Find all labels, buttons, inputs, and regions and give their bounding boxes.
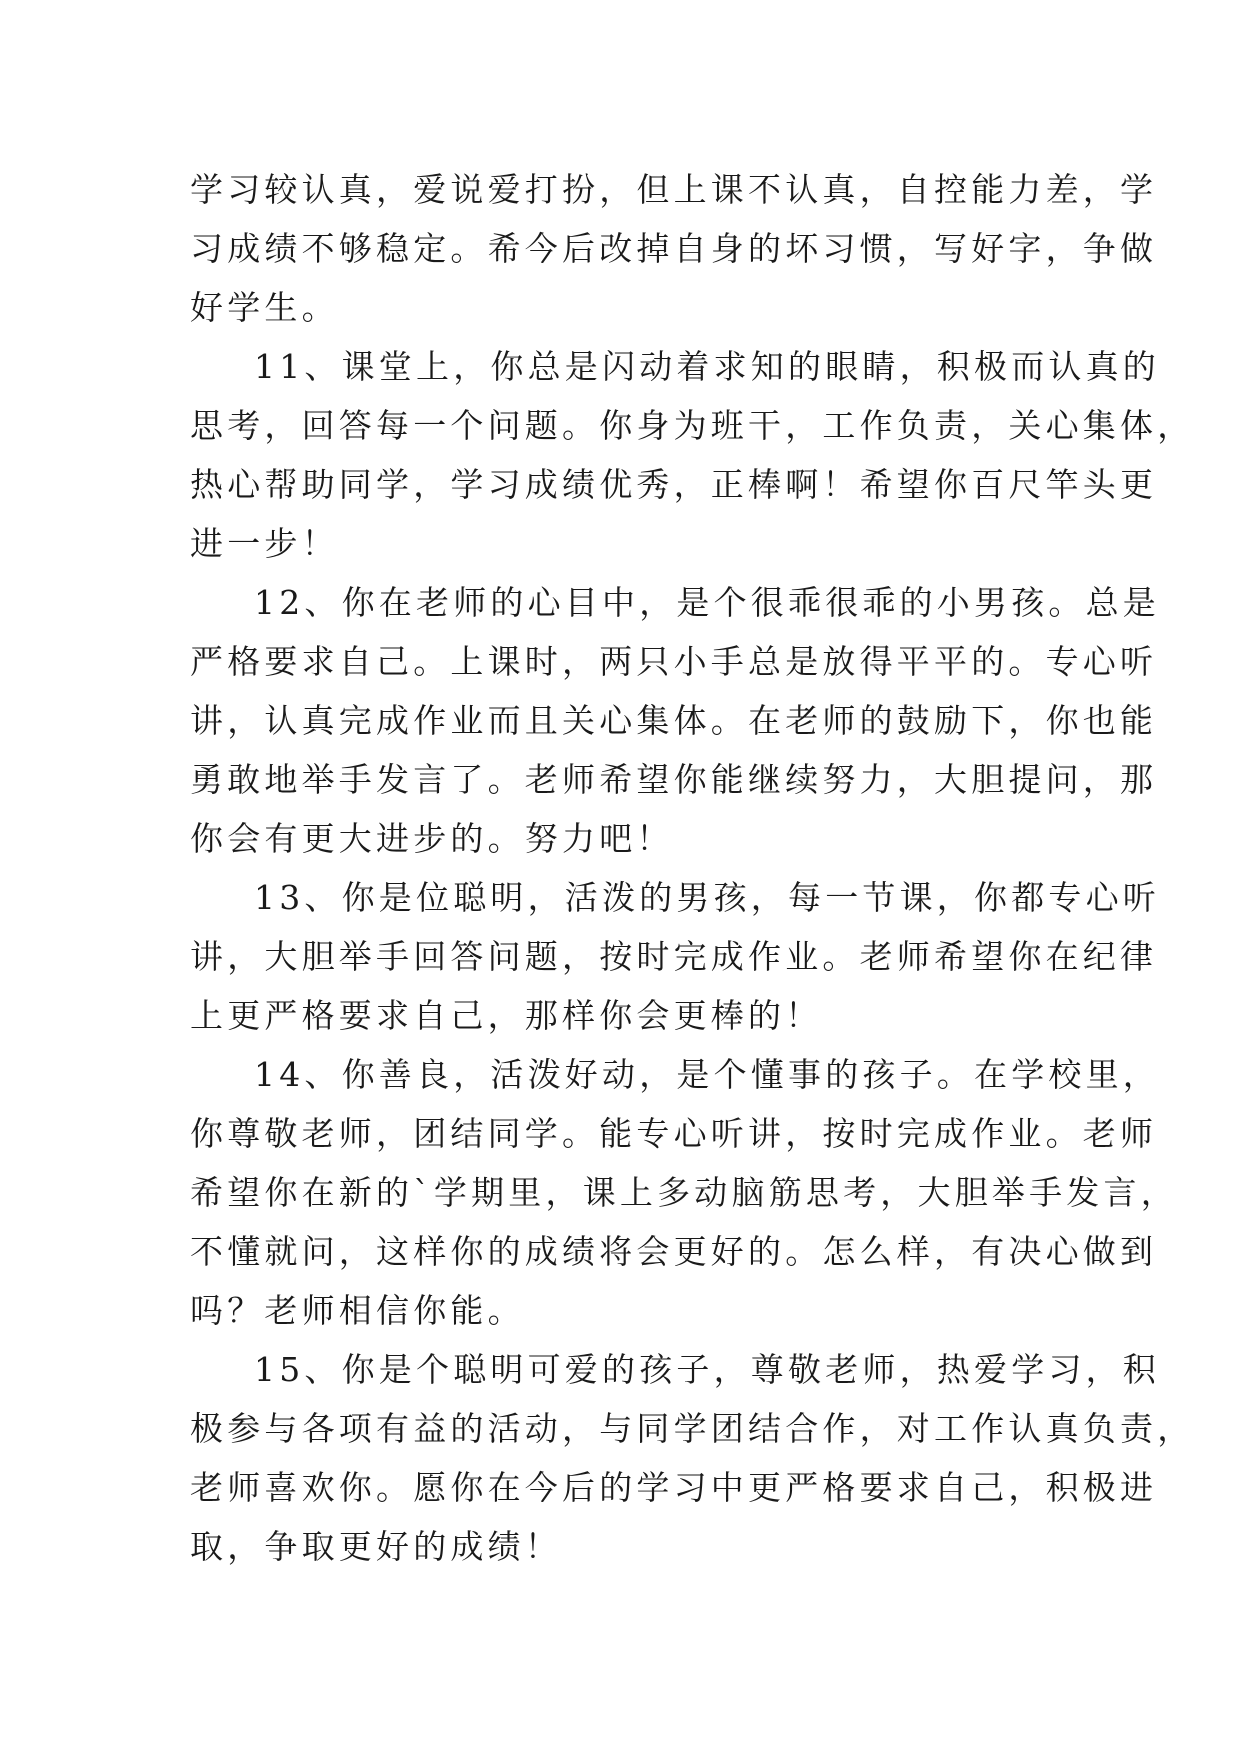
document-body — [190, 160, 1195, 1576]
text-line: 勇敢地举手发言了。老师希望你能继续努力，大胆提问，那 — [190, 760, 1158, 799]
text-line: 好学生。 — [190, 288, 339, 327]
text-line: 你会有更大进步的。努力吧！ — [190, 819, 674, 858]
text-line: 你尊敬老师，团结同学。能专心听讲，按时完成作业。老师 — [190, 1114, 1158, 1153]
text-line: 15、你是个聪明可爱的孩子，尊敬老师，热爱学习，积 — [254, 1350, 1160, 1389]
text-line: 进一步！ — [190, 524, 339, 563]
text-line: 希望你在新的`学期里，课上多动脑筋思考，大胆举手发言， — [190, 1173, 1178, 1212]
paragraph-13 — [190, 868, 1160, 1045]
text-line: 吗？老师相信你能。 — [190, 1291, 525, 1330]
text-line: 14、你善良，活泼好动，是个懂事的孩子。在学校里， — [254, 1055, 1160, 1094]
text-line: 13、你是位聪明，活泼的男孩，每一节课，你都专心听 — [254, 878, 1160, 917]
text-line: 习成绩不够稳定。希今后改掉自身的坏习惯，写好字，争做 — [190, 229, 1158, 268]
text-line: 严格要求自己。上课时，两只小手总是放得平平的。专心听 — [190, 642, 1158, 681]
text-line: 讲，大胆举手回答问题，按时完成作业。老师希望你在纪律 — [190, 937, 1158, 976]
paragraph-11 — [190, 337, 1195, 573]
paragraph-10-continued — [190, 160, 1158, 337]
text-line: 极参与各项有益的活动，与同学团结合作，对工作认真负责， — [190, 1409, 1195, 1448]
text-line: 学习较认真，爱说爱打扮，但上课不认真，自控能力差，学 — [190, 170, 1158, 209]
text-line: 老师喜欢你。愿你在今后的学习中更严格要求自己，积极进 — [190, 1468, 1158, 1507]
paragraph-15 — [190, 1340, 1195, 1576]
text-line: 讲，认真完成作业而且关心集体。在老师的鼓励下，你也能 — [190, 701, 1158, 740]
text-line: 上更严格要求自己，那样你会更棒的！ — [190, 996, 823, 1035]
text-line: 热心帮助同学，学习成绩优秀，正棒啊！希望你百尺竿头更 — [190, 465, 1158, 504]
text-line: 11、课堂上，你总是闪动着求知的眼睛，积极而认真的 — [254, 347, 1160, 386]
paragraph-12 — [190, 573, 1160, 868]
text-line: 12、你在老师的心目中，是个很乖很乖的小男孩。总是 — [254, 583, 1160, 622]
paragraph-14 — [190, 1045, 1178, 1340]
text-line: 思考，回答每一个问题。你身为班干，工作负责，关心集体， — [190, 406, 1195, 445]
text-line: 取，争取更好的成绩！ — [190, 1527, 562, 1566]
text-line: 不懂就问，这样你的成绩将会更好的。怎么样，有决心做到 — [190, 1232, 1158, 1271]
